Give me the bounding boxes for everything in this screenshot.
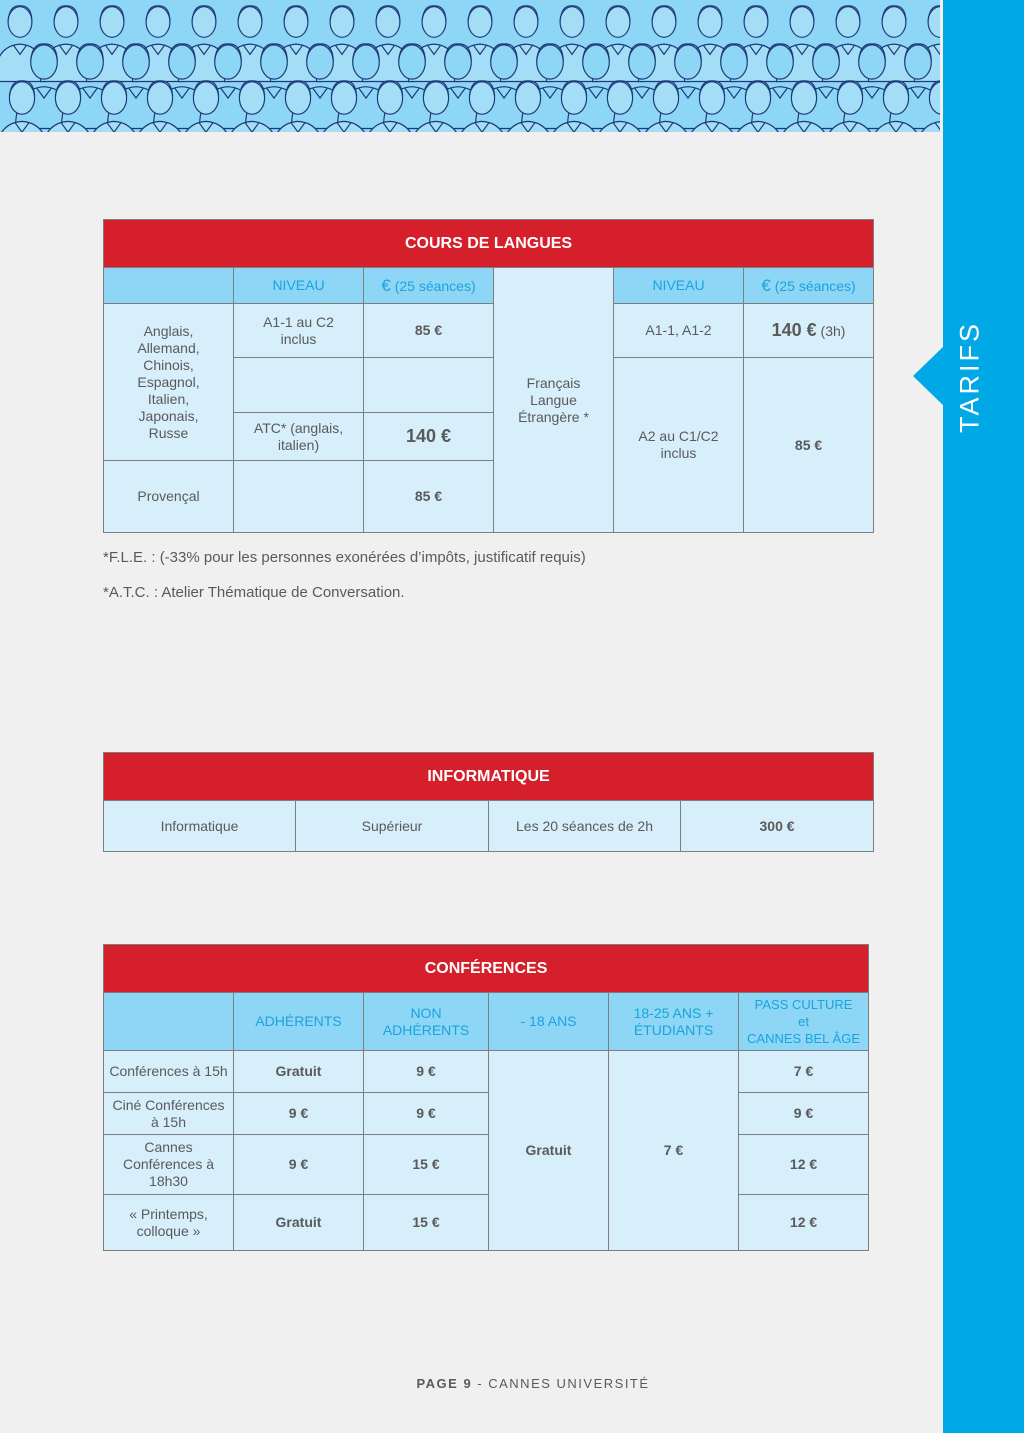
informatique-table [103, 752, 874, 852]
fle-level-1: A1-1, A1-2 [614, 304, 744, 358]
informatique-sessions: Les 20 séances de 2h [489, 801, 681, 852]
conf-head-etudiants: 18-25 ANS + ÉTUDIANTS [609, 993, 739, 1051]
conf-head-adherents: ADHÉRENTS [234, 993, 364, 1051]
crowd-icon [0, 0, 940, 132]
conf-row-label: « Printemps, colloque » [104, 1195, 234, 1251]
euro-icon: € [761, 275, 771, 295]
side-tab-arrow [913, 346, 944, 406]
conf-row-adherents: 9 € [234, 1135, 364, 1195]
conf-row-label: Cannes Conférences à 18h30 [104, 1135, 234, 1195]
informatique-price: 300 € [681, 801, 874, 852]
langues-head-empty [104, 268, 234, 304]
conf-head-pass-3: CANNES BEL ÂGE [747, 1031, 860, 1046]
langues-head-price [364, 268, 494, 304]
level-atc-cell [234, 358, 364, 461]
conf-row-label: Conférences à 15h [104, 1051, 234, 1093]
fle-price-1-cell [744, 304, 874, 358]
level-a1-c2: A1-1 au C2 inclus [234, 304, 364, 358]
conf-head-pass-2: et [798, 1014, 809, 1029]
fle-price-2: 85 € [744, 358, 874, 533]
languages-list: Anglais, Allemand, Chinois, Espagnol, Italien, Japonais, Russe [104, 304, 234, 461]
side-tab-label: TARIFS [954, 321, 985, 433]
conf-row-non-adherents: 9 € [364, 1051, 489, 1093]
level-atc: ATC* (anglais, italien) [234, 412, 363, 460]
conf-head-empty [104, 993, 234, 1051]
conf-row-non-adherents: 15 € [364, 1135, 489, 1195]
fle-level-2: A2 au C1/C2 inclus [614, 358, 744, 533]
note-atc: *A.T.C. : Atelier Thématique de Conversation. [103, 584, 405, 601]
seances-label: (25 séances) [774, 277, 856, 294]
price-140-cell [364, 358, 494, 461]
seances-label: (25 séances) [394, 277, 476, 294]
fle-price-1: 140 € [771, 319, 817, 340]
conf-row-adherents: Gratuit [234, 1051, 364, 1093]
footer-name: CANNES UNIVERSITÉ [488, 1376, 650, 1391]
fle-head-niveau: NIVEAU [614, 268, 744, 304]
langues-table [103, 219, 874, 533]
conf-row-pass: 12 € [739, 1135, 869, 1195]
provencal-price: 85 € [364, 461, 494, 533]
footer-page: PAGE 9 [416, 1376, 473, 1391]
informatique-subject: Informatique [104, 801, 296, 852]
fle-label: Français Langue Étrangère * [494, 268, 614, 533]
header-crowd-illustration [0, 0, 940, 132]
fle-price-1-note: (3h) [820, 322, 846, 339]
conf-row-adherents: 9 € [234, 1093, 364, 1135]
conf-head-non-adherents: NON ADHÉRENTS [364, 993, 489, 1051]
provencal-level [234, 461, 364, 533]
conf-row-label: Ciné Conférences à 15h [104, 1093, 234, 1135]
conf-etudiants: 7 € [609, 1051, 739, 1251]
conf-row-pass: 9 € [739, 1093, 869, 1135]
conf-head-pass [739, 993, 869, 1051]
conf-row-pass: 12 € [739, 1195, 869, 1251]
informatique-level: Supérieur [296, 801, 489, 852]
conf-row-non-adherents: 15 € [364, 1195, 489, 1251]
langues-head-niveau: NIVEAU [234, 268, 364, 304]
provencal-label: Provençal [104, 461, 234, 533]
conf-head-pass-1: PASS CULTURE [754, 997, 853, 1012]
conferences-table [103, 944, 869, 1251]
conf-row-adherents: Gratuit [234, 1195, 364, 1251]
conf-row-non-adherents: 9 € [364, 1093, 489, 1135]
conferences-title: CONFÉRENCES [104, 945, 869, 993]
page-footer [0, 1376, 1024, 1391]
fle-head-price [744, 268, 874, 304]
price-85: 85 € [364, 304, 494, 358]
informatique-title: INFORMATIQUE [104, 753, 874, 801]
footer-sep: - [472, 1376, 489, 1391]
side-tab [943, 0, 1024, 1433]
langues-title: COURS DE LANGUES [104, 220, 874, 268]
conf-row-pass: 7 € [739, 1051, 869, 1093]
euro-icon: € [381, 275, 391, 295]
conf-head-moins18: - 18 ANS [489, 993, 609, 1051]
conf-moins18: Gratuit [489, 1051, 609, 1251]
note-fle: *F.L.E. : (-33% pour les personnes exonérées d’impôts, justificatif requis) [103, 549, 586, 566]
price-140: 140 € [364, 412, 493, 460]
